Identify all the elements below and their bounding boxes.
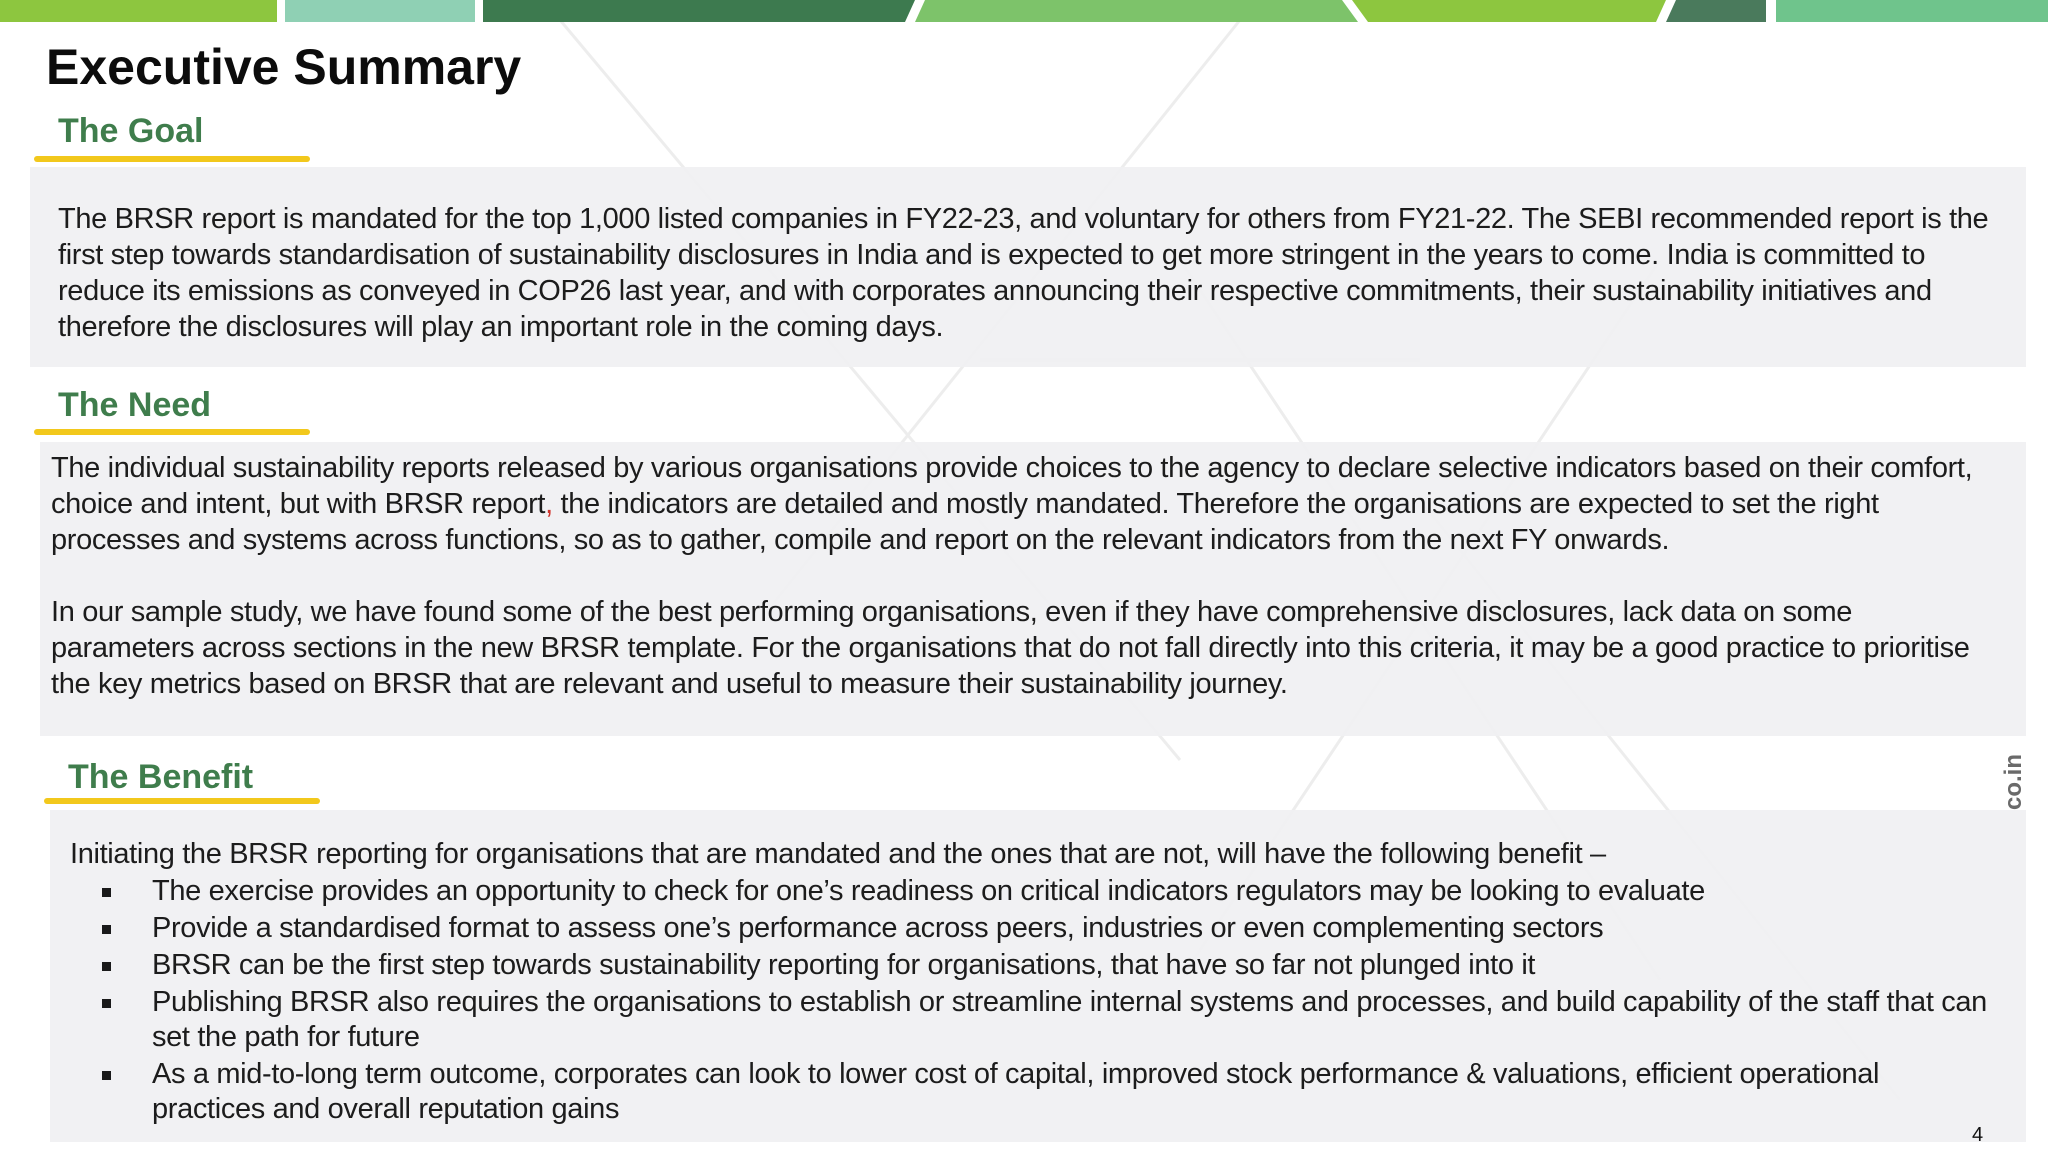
benefit-list-item	[70, 985, 1996, 1055]
square-bullet-icon	[102, 925, 111, 934]
benefit-list-item	[70, 948, 1996, 983]
benefit-heading-underline	[44, 798, 320, 804]
need-heading: The Need	[58, 386, 212, 424]
side-url-label: co.in	[2000, 753, 2028, 811]
benefit-item-text: BRSR can be the first step towards sustainability reporting for organisations, that have so far not plunged into it	[152, 949, 1536, 981]
top-color-stripe	[0, 0, 2048, 22]
square-bullet-icon	[102, 1071, 111, 1080]
benefit-intro: Initiating the BRSR reporting for organisations that are mandated and the ones that are not, will have the following benefit –	[70, 838, 1606, 870]
square-bullet-icon	[102, 962, 111, 971]
benefit-panel	[50, 810, 2026, 1142]
goal-heading: The Goal	[58, 112, 204, 150]
benefit-list-item	[70, 1057, 1996, 1127]
square-bullet-icon	[102, 999, 111, 1008]
page-number: 4	[1972, 1124, 1984, 1146]
benefit-item-text: As a mid-to-long term outcome, corporates can look to lower cost of capital, improved stock performance & valuations, efficient operational practices and overall reputation gains	[152, 1058, 1880, 1125]
benefit-list	[70, 874, 1996, 1127]
square-bullet-icon	[102, 888, 111, 897]
goal-heading-underline	[34, 156, 310, 162]
side-url-text	[1998, 752, 2028, 812]
benefit-item-text: Publishing BRSR also requires the organisations to establish or streamline internal systems and processes, and build capability of the staff that can set the path for future	[152, 986, 1987, 1053]
benefit-heading: The Benefit	[68, 758, 254, 796]
benefit-item-text: The exercise provides an opportunity to check for one’s readiness on critical indicators regulators may be looking to evaluate	[152, 875, 1705, 907]
need-panel	[40, 442, 2026, 736]
need-paragraph-1	[51, 450, 1996, 558]
need-heading-underline	[34, 429, 310, 435]
need-paragraph-1-end: the indicators are detailed and mostly mandated. Therefore the organisations are expected to set the right processes and systems across functions, so as to gather, compile and report on the relevant indicators from the next FY onwards.	[51, 488, 1879, 556]
goal-panel	[30, 167, 2026, 367]
benefit-list-item	[70, 874, 1996, 909]
benefit-list-item	[70, 911, 1996, 946]
goal-text: The BRSR report is mandated for the top 1,000 listed companies in FY22-23, and voluntary for others from FY21-22. The SEBI recommended report is the first step towards standardisation of sustainability disclosures in India and is expected to get more stringent in the years to come. India is committed to reduce its emissions as conveyed in COP26 last year, and with corporates announcing their respective commitments, their sustainability initiatives and therefore the disclosures will play an important role in the coming days.	[58, 203, 1989, 343]
slide-title: Executive Summary	[46, 39, 522, 95]
need-paragraph-1-start: The individual sustainability reports released by various organisations provide choices to the agency to declare selective indicators based on their comfort, choice and intent, but with BRSR report	[51, 452, 1973, 520]
benefit-item-text: Provide a standardised format to assess one’s performance across peers, industries or even complementing sectors	[152, 912, 1604, 944]
need-paragraph-1-comma: ,	[545, 488, 553, 520]
need-paragraph-2: In our sample study, we have found some of the best performing organisations, even if they have comprehensive disclosures, lack data on some parameters across sections in the new BRSR template. For the organisations that do not fall directly into this criteria, it may be a good practice to prioritise the key metrics based on BRSR that are relevant and useful to measure their sustainability journey.	[51, 596, 1970, 700]
